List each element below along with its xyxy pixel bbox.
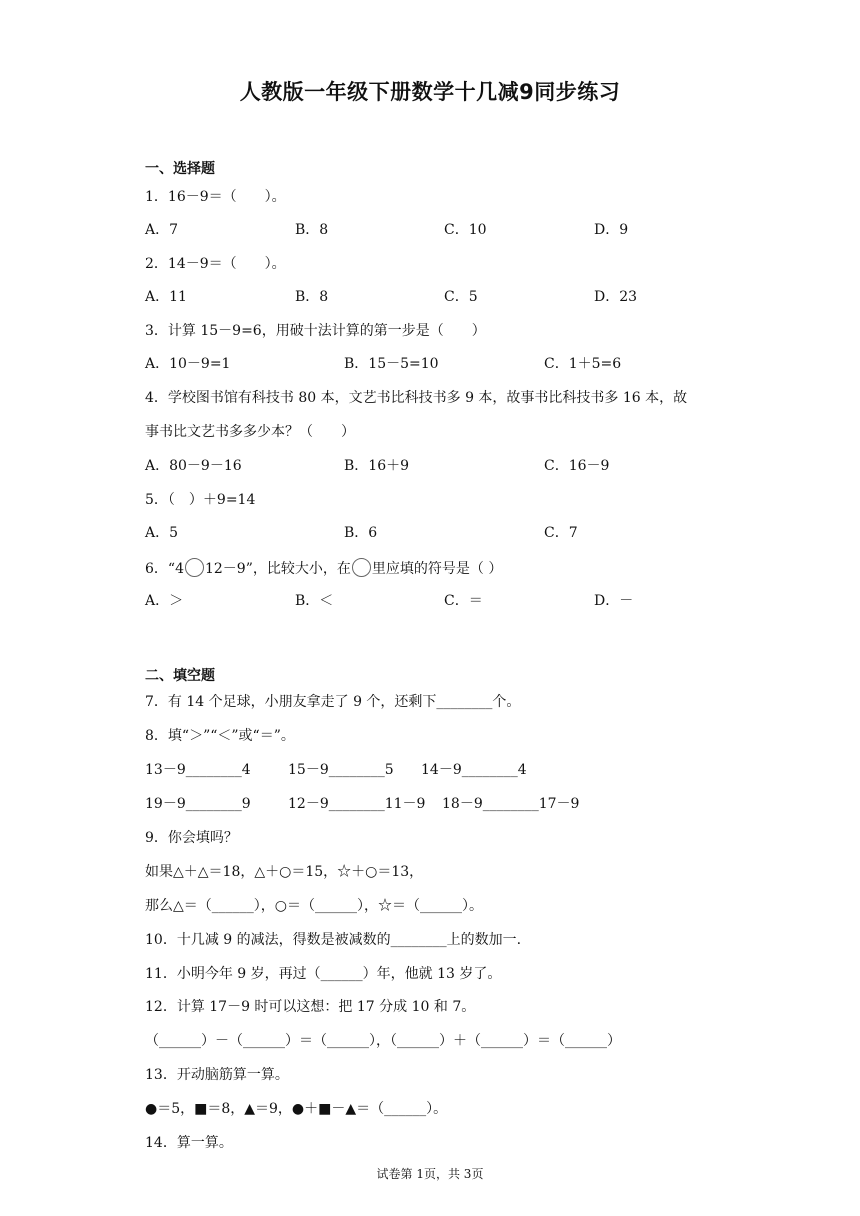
q2-option-b: B．8 (295, 289, 329, 305)
q8-item: 13－9________4 (145, 762, 251, 778)
q3-option-b: B．15－5=10 (344, 356, 439, 372)
question-9: 9．你会填吗？ (145, 830, 238, 846)
section-choice-heading: 一、选择题 (145, 161, 215, 177)
question-4-line-1: 4．学校图书馆有科技书 80 本，文艺书比科技书多 9 本，故事书比科技书多 16 本，故 (145, 390, 688, 406)
q6-option-c: C．＝ (444, 593, 483, 609)
question-9-line-2: 那么△＝（______），○＝（______），☆＝（______）。 (145, 898, 483, 914)
question-13-line: ●＝5，■＝8，▲＝9，●＋■－▲＝（______）。 (145, 1101, 448, 1117)
q1-option-b: B．8 (295, 222, 329, 238)
q5-option-b: B．6 (344, 525, 378, 541)
blank-circle-icon (185, 558, 204, 577)
question-3: 3．计算 15－9=6，用破十法计算的第一步是（ ） (145, 323, 486, 339)
q3-option-a: A．10－9=1 (145, 356, 231, 372)
question-8: 8．填“＞”“＜”或“＝”。 (145, 728, 295, 744)
question-9-line-1: 如果△＋△＝18，△＋○＝15，☆＋○＝13， (145, 864, 424, 880)
question-7: 7．有 14 个足球，小朋友拿走了 9 个，还剩下________个。 (145, 694, 521, 710)
q8-item: 18－9________17－9 (442, 796, 580, 812)
q2-option-a: A．11 (145, 289, 187, 305)
q8-item: 14－9________4 (421, 762, 527, 778)
q6-text-part-1: 6．“4 (145, 561, 184, 577)
q3-option-c: C．1＋5=6 (544, 356, 622, 372)
q1-option-d: D．9 (594, 222, 629, 238)
q6-text-part-3: 里应填的符号是（ ） (371, 561, 503, 577)
question-11: 11．小明今年 9 岁，再过（______）年，他就 13 岁了。 (145, 966, 502, 982)
question-14: 14．算一算。 (145, 1135, 233, 1151)
q1-option-c: C．10 (444, 222, 487, 238)
q4-option-a: A．80－9－16 (145, 458, 242, 474)
section-fill-heading: 二、填空题 (145, 668, 215, 684)
q2-option-c: C．5 (444, 289, 478, 305)
question-10: 10．十几减 9 的减法，得数是被减数的________上的数加一. (145, 932, 522, 948)
page-footer: 试卷第 1页，共 3页 (376, 1167, 484, 1181)
q6-text-part-2: 12－9”，比较大小，在 (204, 561, 351, 577)
q5-option-c: C．7 (544, 525, 578, 541)
question-13: 13．开动脑筋算一算。 (145, 1067, 289, 1083)
question-5: 5．（ ）＋9=14 (145, 492, 256, 508)
question-1: 1．16－9＝（ ）。 (145, 189, 286, 205)
question-2: 2．14－9＝（ ）。 (145, 256, 286, 272)
question-6 (145, 558, 502, 578)
q8-item: 15－9________5 (288, 762, 394, 778)
q4-option-b: B．16＋9 (344, 458, 410, 474)
q6-option-a: A．＞ (145, 593, 184, 609)
q8-item: 12－9________11－9 (288, 796, 426, 812)
question-12-line: （______）－（______）＝（______），（______）＋（______）＝（______） (145, 1033, 621, 1049)
q8-item: 19－9________9 (145, 796, 251, 812)
q6-option-b: B．＜ (295, 593, 334, 609)
q4-option-c: C．16－9 (544, 458, 610, 474)
q5-option-a: A．5 (145, 525, 179, 541)
question-12: 12．计算 17－9 时可以这想：把 17 分成 10 和 7。 (145, 999, 476, 1015)
q6-option-d: D．－ (594, 593, 634, 609)
q1-option-a: A．7 (145, 222, 179, 238)
question-4-line-2: 事书比文艺书多多少本？（ ） (145, 424, 355, 440)
blank-circle-icon (352, 558, 371, 577)
page-title: 人教版一年级下册数学十几减9同步练习 (239, 80, 621, 104)
q2-option-d: D．23 (594, 289, 638, 305)
